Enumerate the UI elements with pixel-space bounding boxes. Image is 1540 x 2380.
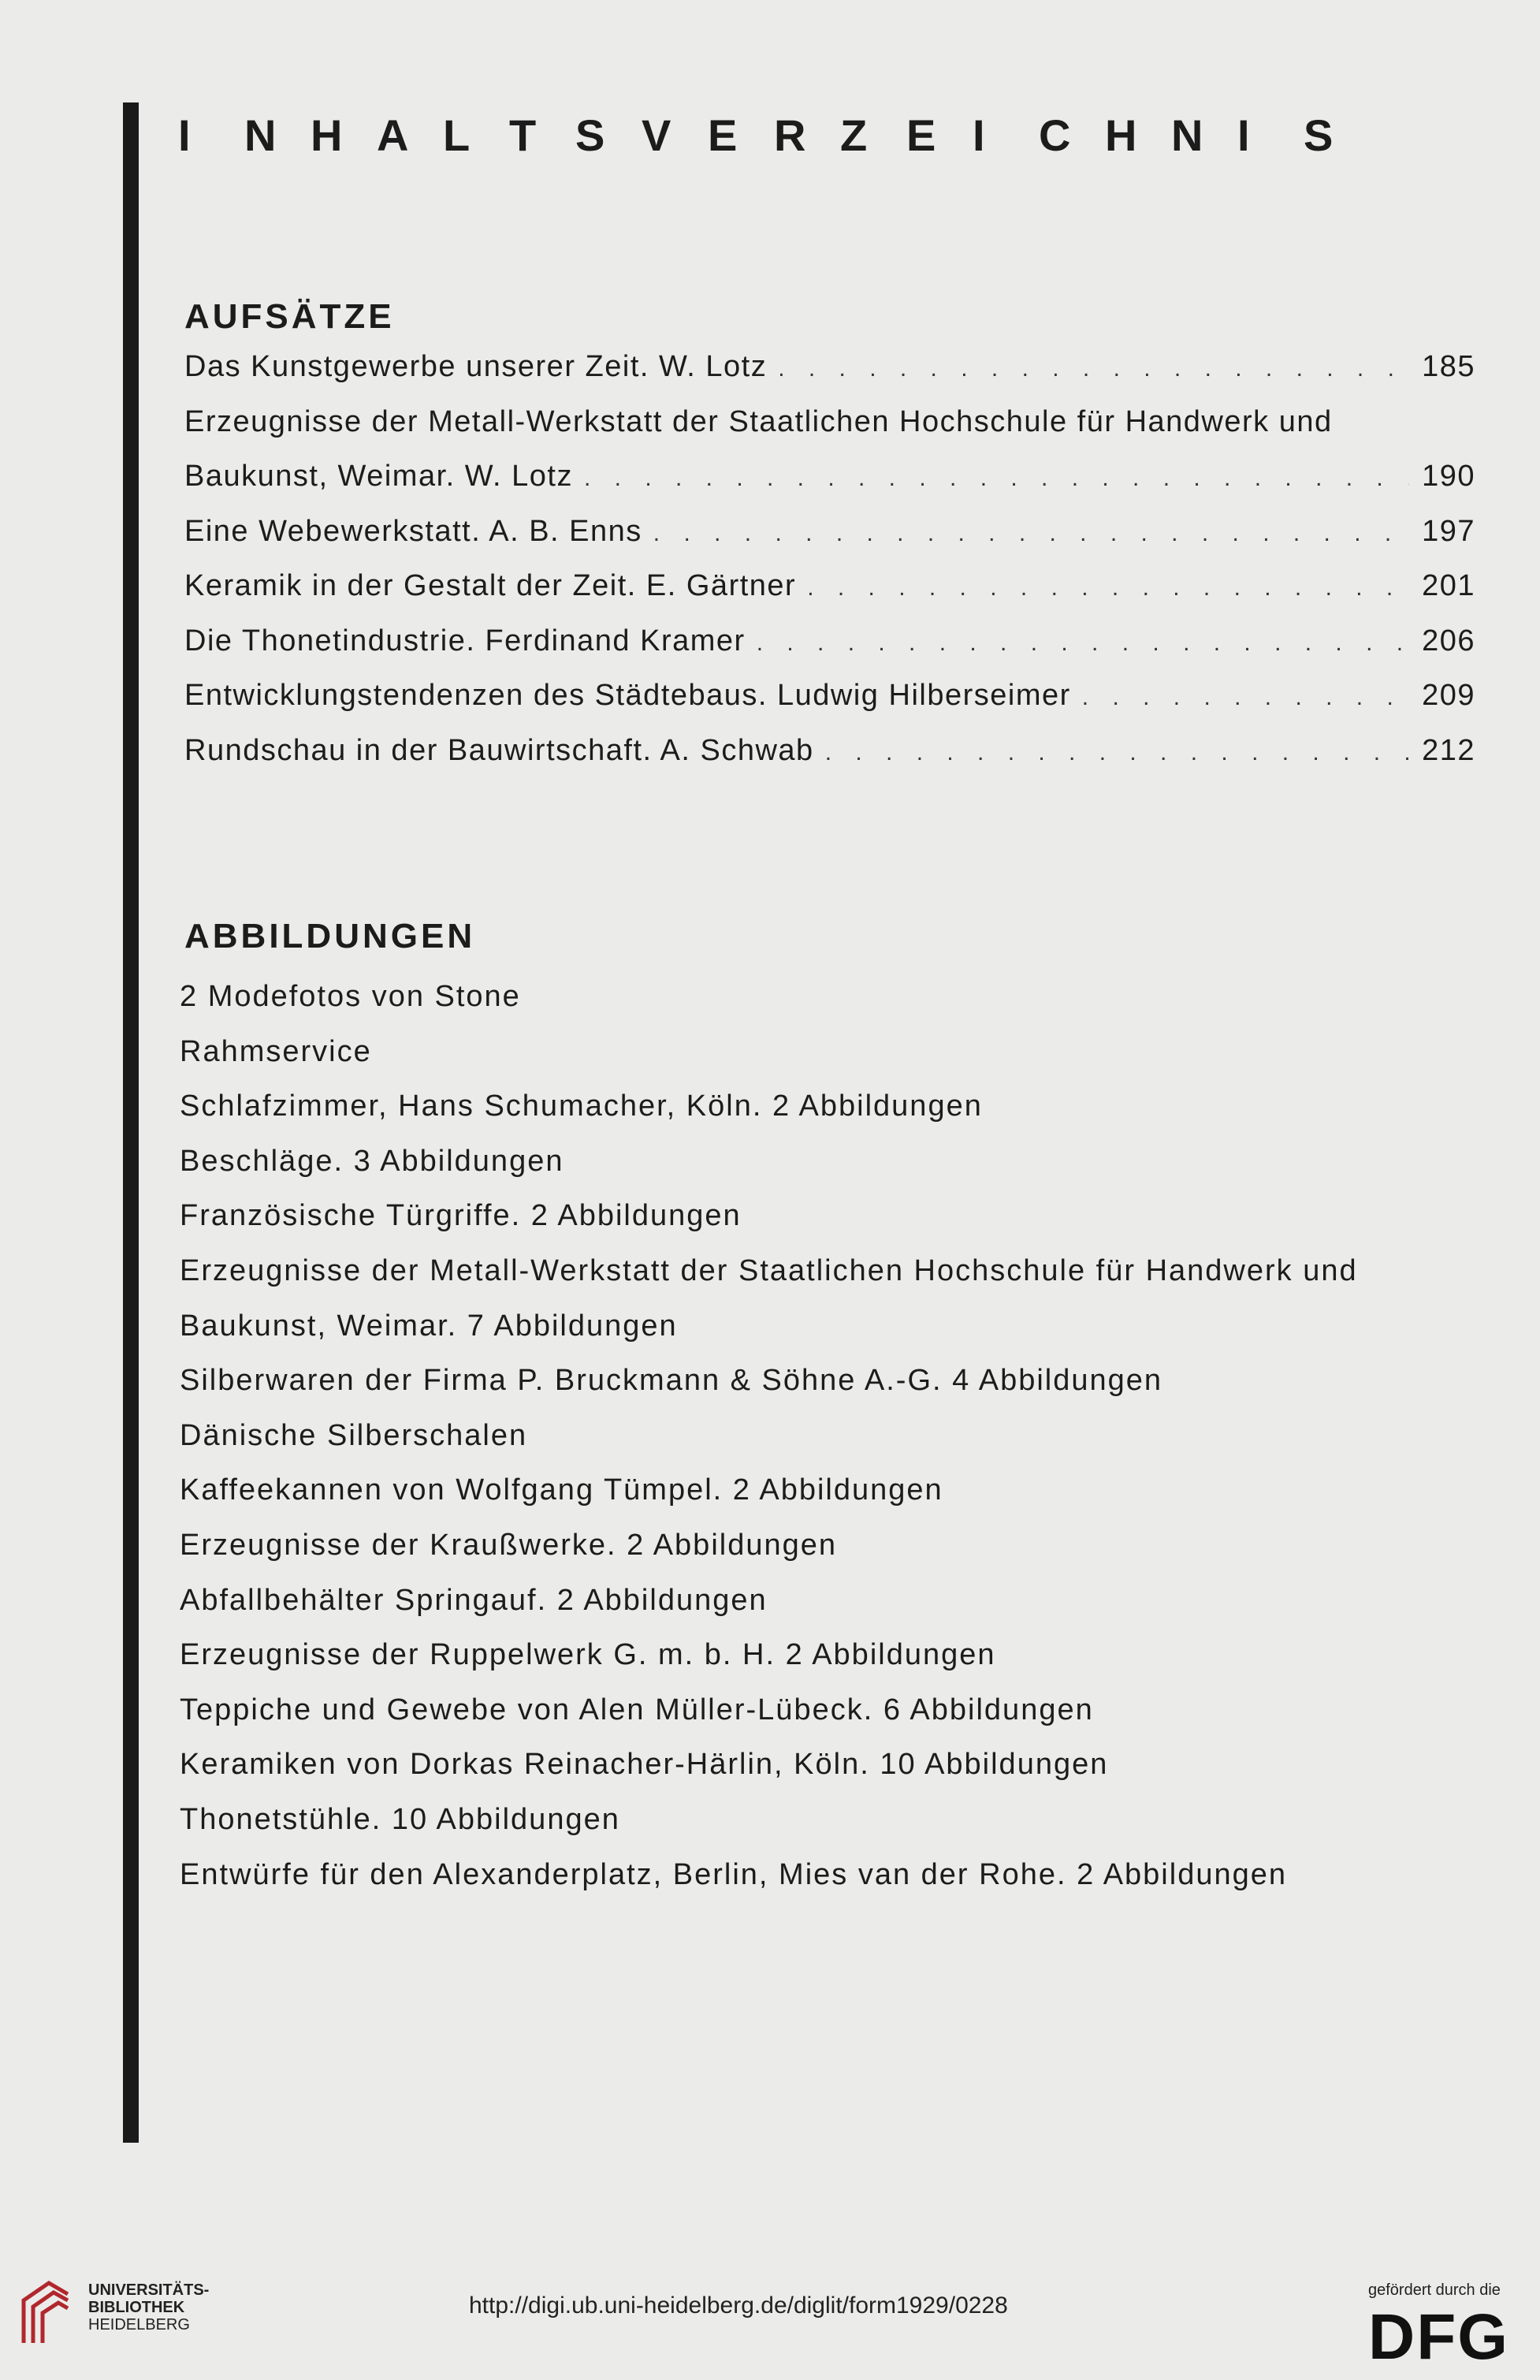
toc-entry (184, 460, 1475, 515)
vertical-rule (123, 102, 139, 2143)
list-item: Dänische Silberschalen (180, 1418, 528, 1452)
title-letter: V (642, 110, 671, 160)
toc-entry-title: Entwicklungstendenzen des Städtebaus. Ludwig Hilberseimer (184, 679, 1071, 712)
list-item: Abfallbehälter Springauf. 2 Abbildungen (180, 1583, 768, 1617)
toc-entry (184, 515, 1475, 570)
title-letter: S (575, 110, 605, 160)
toc-entry (184, 624, 1475, 680)
library-name: UNIVERSITÄTS- BIBLIOTHEK HEIDELBERG (88, 2281, 210, 2333)
list-item: Rahmservice (180, 1034, 372, 1068)
title-letter: I (178, 110, 191, 160)
toc-entry-title: Rundschau in der Bauwirtschaft. A. Schwab (184, 733, 814, 767)
title-letter: H (311, 110, 343, 160)
toc-entry-page-number: 212 (1422, 733, 1475, 767)
toc-entry-page-number: 197 (1422, 514, 1475, 548)
list-item: 2 Modefotos von Stone (180, 980, 521, 1013)
toc-entry-page-number: 185 (1422, 350, 1475, 383)
title-letter: Z (840, 110, 868, 160)
title-letter: T (509, 110, 537, 160)
title-letter: E (906, 110, 936, 160)
section-heading-abbildungen: ABBILDUNGEN (184, 917, 476, 955)
list-item: Teppiche und Gewebe von Alen Müller-Lübeck. 6 Abbildungen (180, 1693, 1094, 1726)
dot-leader (825, 739, 1409, 766)
toc-entry-page-number: 190 (1422, 460, 1475, 493)
toc-entry (184, 679, 1475, 734)
dot-leader (584, 465, 1409, 492)
title-letter: S (1304, 110, 1334, 160)
list-item: Erzeugnisse der Kraußwerke. 2 Abbildungen (180, 1528, 838, 1562)
title-letter: N (1171, 110, 1203, 160)
source-url-link[interactable]: http://digi.ub.uni-heidelberg.de/diglit/form1929/0228 (469, 2292, 1008, 2319)
dot-leader (807, 575, 1409, 602)
university-library-logo-icon (17, 2277, 74, 2349)
dot-leader (778, 356, 1409, 382)
list-item: Keramiken von Dorkas Reinacher-Härlin, Köln. 10 Abbildungen (180, 1748, 1109, 1782)
dot-leader (757, 630, 1409, 657)
title-letter: N (244, 110, 277, 160)
toc-entry-title: Baukunst, Weimar. W. Lotz (184, 460, 573, 493)
toc-entry-title: Erzeugnisse der Metall-Werkstatt der Staatlichen Hochschule für Handwerk und (184, 404, 1333, 438)
list-item: Französische Türgriffe. 2 Abbildungen (180, 1199, 742, 1233)
table-of-contents-articles (184, 350, 1475, 788)
list-item: Beschläge. 3 Abbildungen (180, 1144, 564, 1178)
toc-entry-page-number: 201 (1422, 569, 1475, 602)
list-item: Kaffeekannen von Wolfgang Tümpel. 2 Abbildungen (180, 1473, 943, 1507)
title-letter: I (1237, 110, 1250, 160)
toc-entry (184, 350, 1475, 405)
title-letter: A (377, 110, 409, 160)
title-letter: L (443, 110, 471, 160)
title-letter: E (708, 110, 738, 160)
dot-leader (653, 520, 1409, 547)
funding-caption: gefördert durch die (1368, 2281, 1501, 2299)
dfg-logo: DFG (1368, 2301, 1510, 2373)
toc-entry (184, 405, 1475, 460)
footer (0, 2270, 1540, 2380)
page-title (178, 104, 1502, 167)
list-item: Erzeugnisse der Ruppelwerk G. m. b. H. 2 Abbildungen (180, 1638, 996, 1672)
toc-entry-page-number: 209 (1422, 679, 1475, 712)
toc-entry-page-number: 206 (1422, 624, 1475, 657)
illustrations-list (180, 973, 1520, 1905)
list-item: Entwürfe für den Alexanderplatz, Berlin, Mies van der Rohe. 2 Abbildungen (180, 1857, 1287, 1891)
toc-entry-title: Keramik in der Gestalt der Zeit. E. Gärtner (184, 569, 797, 602)
title-letter: H (1105, 110, 1137, 160)
list-item: Silberwaren der Firma P. Bruckmann & Söhne A.-G. 4 Abbildungen (180, 1364, 1163, 1398)
title-letter: I (973, 110, 985, 160)
toc-entry-title: Das Kunstgewerbe unserer Zeit. W. Lotz (184, 350, 768, 383)
list-item: Baukunst, Weimar. 7 Abbildungen (180, 1309, 678, 1343)
toc-entry (184, 569, 1475, 624)
list-item: Schlafzimmer, Hans Schumacher, Köln. 2 Abbildungen (180, 1089, 983, 1123)
section-heading-aufsaetze: AUFSÄTZE (184, 297, 395, 336)
list-item: Thonetstühle. 10 Abbildungen (180, 1802, 620, 1836)
toc-entry (184, 734, 1475, 789)
list-item: Erzeugnisse der Metall-Werkstatt der Staatlichen Hochschule für Handwerk und (180, 1253, 1358, 1287)
dot-leader (1082, 684, 1409, 711)
title-letter: C (1039, 110, 1071, 160)
title-letter: R (774, 110, 806, 160)
toc-entry-title: Die Thonetindustrie. Ferdinand Kramer (184, 624, 746, 657)
toc-entry-title: Eine Webewerkstatt. A. B. Enns (184, 514, 642, 548)
